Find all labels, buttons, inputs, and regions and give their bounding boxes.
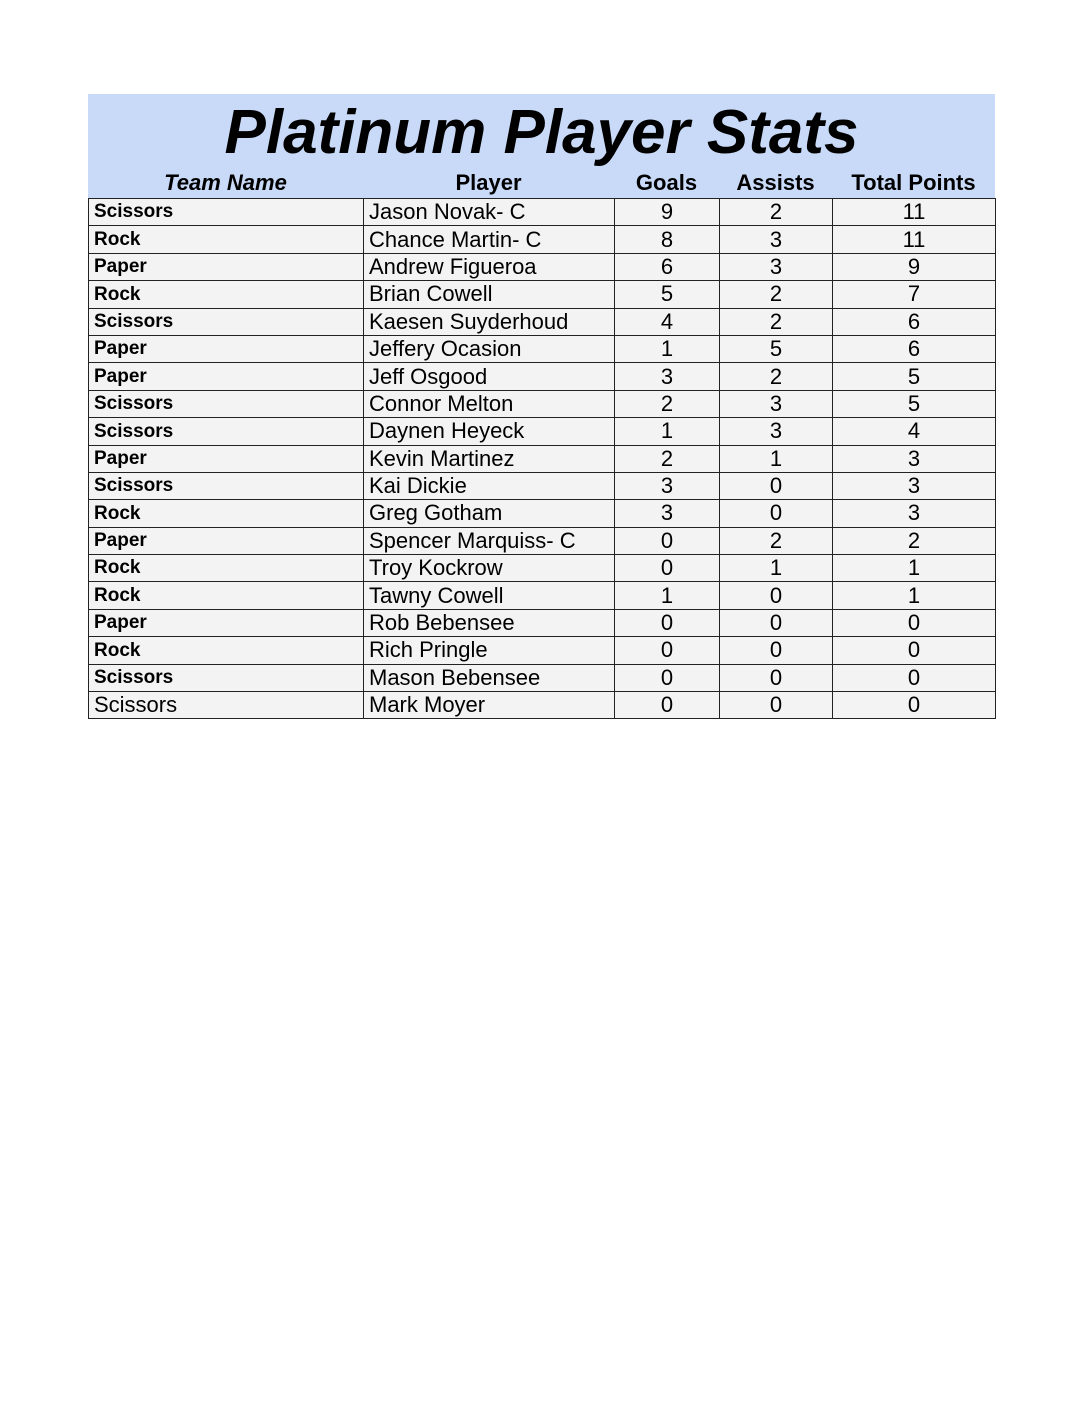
assists-cell: 5 bbox=[720, 335, 833, 362]
total-points-cell: 9 bbox=[833, 253, 996, 280]
assists-cell: 2 bbox=[720, 308, 833, 335]
column-header-goals: Goals bbox=[635, 170, 698, 195]
column-header-assists: Assists bbox=[736, 170, 815, 195]
team-name-cell: Rock bbox=[89, 637, 364, 664]
goals-cell: 3 bbox=[615, 472, 720, 499]
goals-cell: 2 bbox=[615, 445, 720, 472]
total-points-cell: 5 bbox=[833, 363, 996, 390]
team-name-cell: Scissors bbox=[89, 472, 364, 499]
player-name-cell: Chance Martin- C bbox=[364, 226, 615, 253]
table-row bbox=[89, 555, 996, 582]
table-row bbox=[89, 637, 996, 664]
goals-cell: 1 bbox=[615, 582, 720, 609]
team-name-cell: Paper bbox=[89, 609, 364, 636]
team-name-cell: Paper bbox=[89, 335, 364, 362]
table-row bbox=[89, 445, 996, 472]
team-name-cell: Paper bbox=[89, 527, 364, 554]
assists-cell: 2 bbox=[720, 199, 833, 226]
team-name-cell: Paper bbox=[89, 253, 364, 280]
table-row bbox=[89, 582, 996, 609]
team-name-cell: Scissors bbox=[89, 390, 364, 417]
table-row bbox=[89, 390, 996, 417]
assists-cell: 3 bbox=[720, 390, 833, 417]
player-name-cell: Kaesen Suyderhoud bbox=[364, 308, 615, 335]
goals-cell: 0 bbox=[615, 664, 720, 691]
team-name-cell: Paper bbox=[89, 445, 364, 472]
assists-cell: 3 bbox=[720, 226, 833, 253]
column-header-total-points: Total Points bbox=[851, 170, 976, 195]
assists-cell: 0 bbox=[720, 582, 833, 609]
player-name-cell: Troy Kockrow bbox=[364, 555, 615, 582]
goals-cell: 4 bbox=[615, 308, 720, 335]
goals-cell: 5 bbox=[615, 281, 720, 308]
goals-cell: 6 bbox=[615, 253, 720, 280]
assists-cell: 1 bbox=[720, 445, 833, 472]
goals-cell: 3 bbox=[615, 500, 720, 527]
player-name-cell: Brian Cowell bbox=[364, 281, 615, 308]
assists-cell: 0 bbox=[720, 500, 833, 527]
total-points-cell: 1 bbox=[833, 582, 996, 609]
goals-cell: 0 bbox=[615, 692, 720, 719]
goals-cell: 2 bbox=[615, 390, 720, 417]
total-points-cell: 11 bbox=[833, 199, 996, 226]
assists-cell: 1 bbox=[720, 555, 833, 582]
player-name-cell: Mason Bebensee bbox=[364, 664, 615, 691]
assists-cell: 3 bbox=[720, 253, 833, 280]
assists-cell: 2 bbox=[720, 281, 833, 308]
player-name-cell: Jason Novak- C bbox=[364, 199, 615, 226]
goals-cell: 1 bbox=[615, 335, 720, 362]
player-name-cell: Jeff Osgood bbox=[364, 363, 615, 390]
goals-cell: 0 bbox=[615, 609, 720, 636]
table-row bbox=[89, 308, 996, 335]
total-points-cell: 4 bbox=[833, 418, 996, 445]
total-points-cell: 0 bbox=[833, 664, 996, 691]
assists-cell: 3 bbox=[720, 418, 833, 445]
table-row bbox=[89, 609, 996, 636]
assists-cell: 0 bbox=[720, 692, 833, 719]
player-name-cell: Andrew Figueroa bbox=[364, 253, 615, 280]
player-name-cell: Rob Bebensee bbox=[364, 609, 615, 636]
assists-cell: 0 bbox=[720, 637, 833, 664]
player-name-cell: Kai Dickie bbox=[364, 472, 615, 499]
player-name-cell: Daynen Heyeck bbox=[364, 418, 615, 445]
table-row bbox=[89, 281, 996, 308]
total-points-cell: 0 bbox=[833, 637, 996, 664]
team-name-cell: Scissors bbox=[89, 692, 364, 719]
table-row bbox=[89, 500, 996, 527]
team-name-cell: Rock bbox=[89, 582, 364, 609]
player-name-cell: Spencer Marquiss- C bbox=[364, 527, 615, 554]
total-points-cell: 2 bbox=[833, 527, 996, 554]
table-row bbox=[89, 418, 996, 445]
team-name-cell: Rock bbox=[89, 281, 364, 308]
column-header-team: Team Name bbox=[164, 170, 287, 195]
player-name-cell: Kevin Martinez bbox=[364, 445, 615, 472]
team-name-cell: Scissors bbox=[89, 199, 364, 226]
stats-sheet bbox=[88, 94, 995, 719]
total-points-cell: 1 bbox=[833, 555, 996, 582]
table-row bbox=[89, 226, 996, 253]
team-name-cell: Scissors bbox=[89, 308, 364, 335]
column-header-player: Player bbox=[455, 170, 522, 195]
player-name-cell: Mark Moyer bbox=[364, 692, 615, 719]
goals-cell: 1 bbox=[615, 418, 720, 445]
total-points-cell: 3 bbox=[833, 445, 996, 472]
team-name-cell: Rock bbox=[89, 555, 364, 582]
total-points-cell: 0 bbox=[833, 692, 996, 719]
goals-cell: 0 bbox=[615, 527, 720, 554]
goals-cell: 8 bbox=[615, 226, 720, 253]
column-headers bbox=[88, 168, 995, 198]
table-row bbox=[89, 472, 996, 499]
goals-cell: 9 bbox=[615, 199, 720, 226]
table-row bbox=[89, 335, 996, 362]
assists-cell: 2 bbox=[720, 363, 833, 390]
table-row bbox=[89, 527, 996, 554]
total-points-cell: 6 bbox=[833, 335, 996, 362]
table-row bbox=[89, 664, 996, 691]
total-points-cell: 7 bbox=[833, 281, 996, 308]
goals-cell: 0 bbox=[615, 555, 720, 582]
assists-cell: 0 bbox=[720, 472, 833, 499]
assists-cell: 0 bbox=[720, 664, 833, 691]
total-points-cell: 0 bbox=[833, 609, 996, 636]
player-name-cell: Tawny Cowell bbox=[364, 582, 615, 609]
page-title: Platinum Player Stats bbox=[224, 98, 859, 167]
table-row bbox=[89, 363, 996, 390]
team-name-cell: Paper bbox=[89, 363, 364, 390]
player-name-cell: Greg Gotham bbox=[364, 500, 615, 527]
stats-table-body bbox=[89, 199, 996, 719]
team-name-cell: Rock bbox=[89, 500, 364, 527]
team-name-cell: Scissors bbox=[89, 664, 364, 691]
player-name-cell: Rich Pringle bbox=[364, 637, 615, 664]
assists-cell: 0 bbox=[720, 609, 833, 636]
goals-cell: 3 bbox=[615, 363, 720, 390]
table-row bbox=[89, 692, 996, 719]
table-row bbox=[89, 199, 996, 226]
assists-cell: 2 bbox=[720, 527, 833, 554]
stats-table bbox=[88, 198, 996, 719]
total-points-cell: 5 bbox=[833, 390, 996, 417]
team-name-cell: Rock bbox=[89, 226, 364, 253]
team-name-cell: Scissors bbox=[89, 418, 364, 445]
player-name-cell: Connor Melton bbox=[364, 390, 615, 417]
table-row bbox=[89, 253, 996, 280]
total-points-cell: 3 bbox=[833, 472, 996, 499]
total-points-cell: 3 bbox=[833, 500, 996, 527]
total-points-cell: 11 bbox=[833, 226, 996, 253]
total-points-cell: 6 bbox=[833, 308, 996, 335]
player-name-cell: Jeffery Ocasion bbox=[364, 335, 615, 362]
goals-cell: 0 bbox=[615, 637, 720, 664]
header-block bbox=[88, 94, 995, 198]
